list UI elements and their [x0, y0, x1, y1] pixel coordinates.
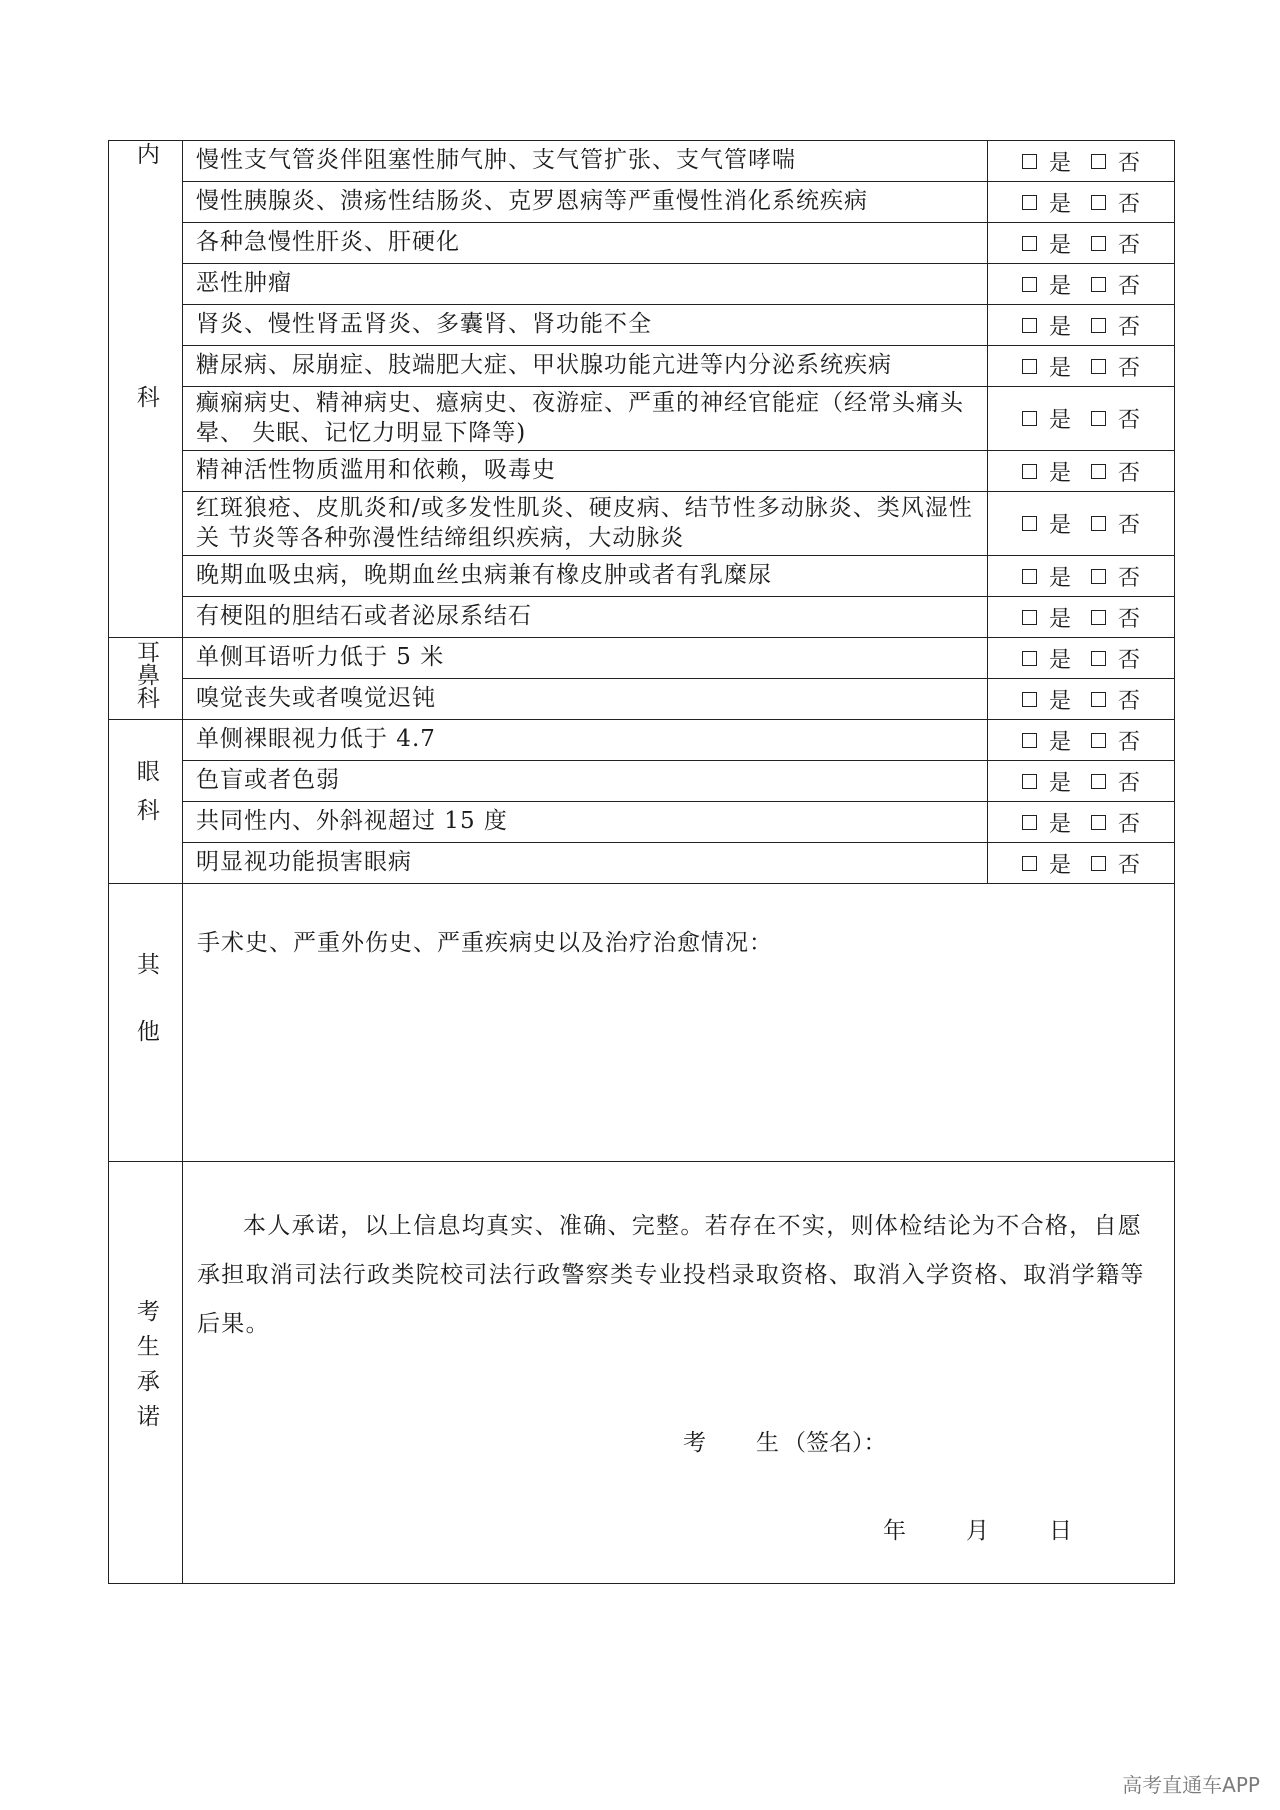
table-row — [109, 451, 1175, 492]
no-label: 否 — [1118, 232, 1141, 258]
yes-option[interactable] — [1022, 351, 1071, 382]
table-row — [109, 843, 1175, 884]
yes-option[interactable] — [1022, 228, 1071, 259]
checkbox-yes[interactable] — [1022, 815, 1037, 830]
no-option[interactable] — [1091, 684, 1140, 715]
yes-label: 是 — [1048, 355, 1071, 381]
yes-option[interactable] — [1022, 561, 1071, 592]
yes-no-options — [988, 761, 1175, 802]
no-label: 否 — [1118, 852, 1141, 878]
checkbox-no[interactable] — [1091, 318, 1106, 333]
checkbox-yes[interactable] — [1022, 318, 1037, 333]
no-option[interactable] — [1091, 725, 1140, 756]
checkbox-no[interactable] — [1091, 651, 1106, 666]
checkbox-no[interactable] — [1091, 856, 1106, 871]
no-label: 否 — [1118, 688, 1141, 714]
yes-option[interactable] — [1022, 848, 1071, 879]
checkbox-no[interactable] — [1091, 464, 1106, 479]
checkbox-no[interactable] — [1091, 277, 1106, 292]
yes-no-options — [988, 305, 1175, 346]
yes-label: 是 — [1048, 273, 1071, 299]
yes-option[interactable] — [1022, 766, 1071, 797]
yes-option[interactable] — [1022, 684, 1071, 715]
yes-option[interactable] — [1022, 456, 1071, 487]
no-label: 否 — [1118, 460, 1141, 486]
condition-text: 嗅觉丧失或者嗅觉迟钝 — [183, 679, 988, 720]
yes-label: 是 — [1048, 688, 1071, 714]
condition-text: 色盲或者色弱 — [183, 761, 988, 802]
category-ent-label: 耳鼻科 — [133, 640, 159, 710]
condition-text: 单侧裸眼视力低于 4.7 — [183, 720, 988, 761]
no-label: 否 — [1118, 647, 1141, 673]
condition-text: 各种急慢性肝炎、肝硬化 — [183, 223, 988, 264]
yes-label: 是 — [1048, 191, 1071, 217]
checkbox-yes[interactable] — [1022, 692, 1037, 707]
category-pledge-label: 考生承诺 — [132, 1298, 159, 1439]
no-label: 否 — [1118, 729, 1141, 755]
table-row — [109, 720, 1175, 761]
checkbox-yes[interactable] — [1022, 277, 1037, 292]
yes-label: 是 — [1048, 811, 1071, 837]
date-line[interactable] — [883, 1512, 1132, 1545]
table-body — [109, 141, 1175, 1584]
checkbox-no[interactable] — [1091, 569, 1106, 584]
table-row — [109, 638, 1175, 679]
pledge-text: 本人承诺，以上信息均真实、准确、完整。若存在不实，则体检结论为不合格，自愿承担取消司法行政类院校司法行政警察类专业投档录取资格、取消入学资格、取消学籍等后果。 — [197, 1213, 1145, 1337]
yes-option[interactable] — [1022, 146, 1071, 177]
yes-option[interactable] — [1022, 725, 1071, 756]
other-history-prompt: 手术史、严重外伤史、严重疾病史以及治疗治愈情况： — [197, 930, 773, 956]
no-label: 否 — [1118, 150, 1141, 176]
checkbox-no[interactable] — [1091, 236, 1106, 251]
no-option[interactable] — [1091, 643, 1140, 674]
table-row — [109, 264, 1175, 305]
yes-no-options — [988, 720, 1175, 761]
other-row — [109, 884, 1175, 1162]
no-label: 否 — [1118, 513, 1141, 538]
condition-text: 单侧耳语听力低于 5 米 — [183, 638, 988, 679]
no-label: 否 — [1118, 355, 1141, 381]
no-option[interactable] — [1091, 228, 1140, 259]
table-row — [109, 802, 1175, 843]
checkbox-no[interactable] — [1091, 516, 1106, 531]
signature-label-1: 考 — [683, 1430, 706, 1456]
no-option[interactable] — [1091, 403, 1140, 434]
health-declaration-table — [108, 140, 1175, 1584]
date-day-label: 日 — [1049, 1518, 1072, 1544]
checkbox-yes[interactable] — [1022, 774, 1037, 789]
checkbox-yes[interactable] — [1022, 856, 1037, 871]
checkbox-no[interactable] — [1091, 411, 1106, 426]
no-label: 否 — [1118, 191, 1141, 217]
checkbox-yes[interactable] — [1022, 569, 1037, 584]
no-label: 否 — [1118, 273, 1141, 299]
table-row — [109, 223, 1175, 264]
checkbox-no[interactable] — [1091, 359, 1106, 374]
yes-no-options — [988, 638, 1175, 679]
category-pledge — [109, 1162, 183, 1584]
yes-no-options — [988, 141, 1175, 182]
date-year-label: 年 — [883, 1518, 906, 1544]
condition-text: 糖尿病、尿崩症、肢端肥大症、甲状腺功能亢进等内分泌系统疾病 — [183, 346, 988, 387]
no-option[interactable] — [1091, 146, 1140, 177]
checkbox-no[interactable] — [1091, 774, 1106, 789]
checkbox-yes[interactable] — [1022, 651, 1037, 666]
yes-no-options — [988, 597, 1175, 638]
no-option[interactable] — [1091, 351, 1140, 382]
yes-label: 是 — [1048, 408, 1071, 433]
yes-no-options — [988, 264, 1175, 305]
category-eye-label: 眼科 — [132, 758, 159, 837]
yes-no-options — [988, 346, 1175, 387]
table-row — [109, 492, 1175, 556]
condition-text: 精神活性物质滥用和依赖，吸毒史 — [183, 451, 988, 492]
checkbox-no[interactable] — [1091, 733, 1106, 748]
yes-no-options — [988, 802, 1175, 843]
table-row — [109, 761, 1175, 802]
no-label: 否 — [1118, 770, 1141, 796]
checkbox-no[interactable] — [1091, 815, 1106, 830]
table-row — [109, 141, 1175, 182]
condition-text: 红斑狼疮、皮肌炎和/或多发性肌炎、硬皮病、结节性多动脉炎、类风湿性关 节炎等各种弥漫性结缔组织疾病，大动脉炎 — [183, 492, 988, 556]
yes-no-options — [988, 556, 1175, 597]
condition-text: 晚期血吸虫病，晚期血丝虫病兼有橡皮肿或者有乳糜尿 — [183, 556, 988, 597]
yes-label: 是 — [1048, 314, 1071, 340]
no-option[interactable] — [1091, 456, 1140, 487]
table-row — [109, 556, 1175, 597]
condition-text: 明显视功能损害眼病 — [183, 843, 988, 884]
yes-option[interactable] — [1022, 403, 1071, 434]
no-option[interactable] — [1091, 269, 1140, 300]
no-label: 否 — [1118, 565, 1141, 591]
no-option[interactable] — [1091, 766, 1140, 797]
yes-no-options — [988, 843, 1175, 884]
yes-label: 是 — [1048, 565, 1071, 591]
checkbox-no[interactable] — [1091, 610, 1106, 625]
condition-text: 慢性支气管炎伴阻塞性肺气肿、支气管扩张、支气管哮喘 — [183, 141, 988, 182]
category-other — [109, 884, 183, 1162]
yes-option[interactable] — [1022, 187, 1071, 218]
yes-option[interactable] — [1022, 602, 1071, 633]
yes-label: 是 — [1048, 852, 1071, 878]
category-internal-label: 内科 — [132, 142, 159, 629]
no-label: 否 — [1118, 606, 1141, 632]
checkbox-no[interactable] — [1091, 692, 1106, 707]
table-row — [109, 679, 1175, 720]
condition-text: 共同性内、外斜视超过 15 度 — [183, 802, 988, 843]
yes-label: 是 — [1048, 513, 1071, 538]
table-row — [109, 387, 1175, 451]
checkbox-yes[interactable] — [1022, 195, 1037, 210]
yes-no-options — [988, 387, 1175, 451]
checkbox-yes[interactable] — [1022, 411, 1037, 426]
category-other-label: 其他 — [132, 951, 159, 1086]
yes-label: 是 — [1048, 232, 1071, 258]
no-option[interactable] — [1091, 561, 1140, 592]
checkbox-no[interactable] — [1091, 154, 1106, 169]
checkbox-yes[interactable] — [1022, 610, 1037, 625]
condition-text: 慢性胰腺炎、溃疡性结肠炎、克罗恩病等严重慢性消化系统疾病 — [183, 182, 988, 223]
no-option[interactable] — [1091, 807, 1140, 838]
watermark: 高考直通车APP — [1122, 1773, 1260, 1797]
table-row — [109, 182, 1175, 223]
other-history-field[interactable] — [183, 884, 1175, 1162]
no-label: 否 — [1118, 314, 1141, 340]
pledge-row — [109, 1162, 1175, 1584]
yes-label: 是 — [1048, 770, 1071, 796]
signature-line[interactable] — [683, 1424, 887, 1457]
signature-label-2: 生 — [756, 1430, 779, 1456]
checkbox-no[interactable] — [1091, 195, 1106, 210]
yes-label: 是 — [1048, 460, 1071, 486]
yes-option[interactable] — [1022, 269, 1071, 300]
no-option[interactable] — [1091, 310, 1140, 341]
yes-no-options — [988, 679, 1175, 720]
category-internal — [109, 141, 183, 638]
no-option[interactable] — [1091, 187, 1140, 218]
yes-label: 是 — [1048, 150, 1071, 176]
checkbox-yes[interactable] — [1022, 154, 1037, 169]
date-month-label: 月 — [966, 1518, 989, 1544]
condition-text: 癫痫病史、精神病史、癔病史、夜游症、严重的神经官能症（经常头痛头晕、 失眠、记忆力明显下降等) — [183, 387, 988, 451]
checkbox-yes[interactable] — [1022, 236, 1037, 251]
category-ent — [109, 638, 183, 720]
condition-text: 肾炎、慢性肾盂肾炎、多囊肾、肾功能不全 — [183, 305, 988, 346]
category-eye — [109, 720, 183, 884]
condition-text: 有梗阻的胆结石或者泌尿系结石 — [183, 597, 988, 638]
yes-label: 是 — [1048, 729, 1071, 755]
signature-label-3: （签名）： — [783, 1430, 887, 1456]
yes-option[interactable] — [1022, 508, 1071, 539]
checkbox-yes[interactable] — [1022, 359, 1037, 374]
yes-no-options — [988, 451, 1175, 492]
yes-option[interactable] — [1022, 643, 1071, 674]
checkbox-yes[interactable] — [1022, 516, 1037, 531]
yes-no-options — [988, 223, 1175, 264]
condition-text: 恶性肿瘤 — [183, 264, 988, 305]
no-label: 否 — [1118, 811, 1141, 837]
checkbox-yes[interactable] — [1022, 464, 1037, 479]
yes-label: 是 — [1048, 606, 1071, 632]
no-option[interactable] — [1091, 508, 1140, 539]
yes-option[interactable] — [1022, 807, 1071, 838]
yes-option[interactable] — [1022, 310, 1071, 341]
table-row — [109, 597, 1175, 638]
no-option[interactable] — [1091, 602, 1140, 633]
no-option[interactable] — [1091, 848, 1140, 879]
checkbox-yes[interactable] — [1022, 733, 1037, 748]
yes-no-options — [988, 182, 1175, 223]
yes-no-options — [988, 492, 1175, 556]
table-row — [109, 346, 1175, 387]
no-label: 否 — [1118, 408, 1141, 433]
table-row — [109, 305, 1175, 346]
yes-label: 是 — [1048, 647, 1071, 673]
pledge-content — [183, 1162, 1175, 1584]
